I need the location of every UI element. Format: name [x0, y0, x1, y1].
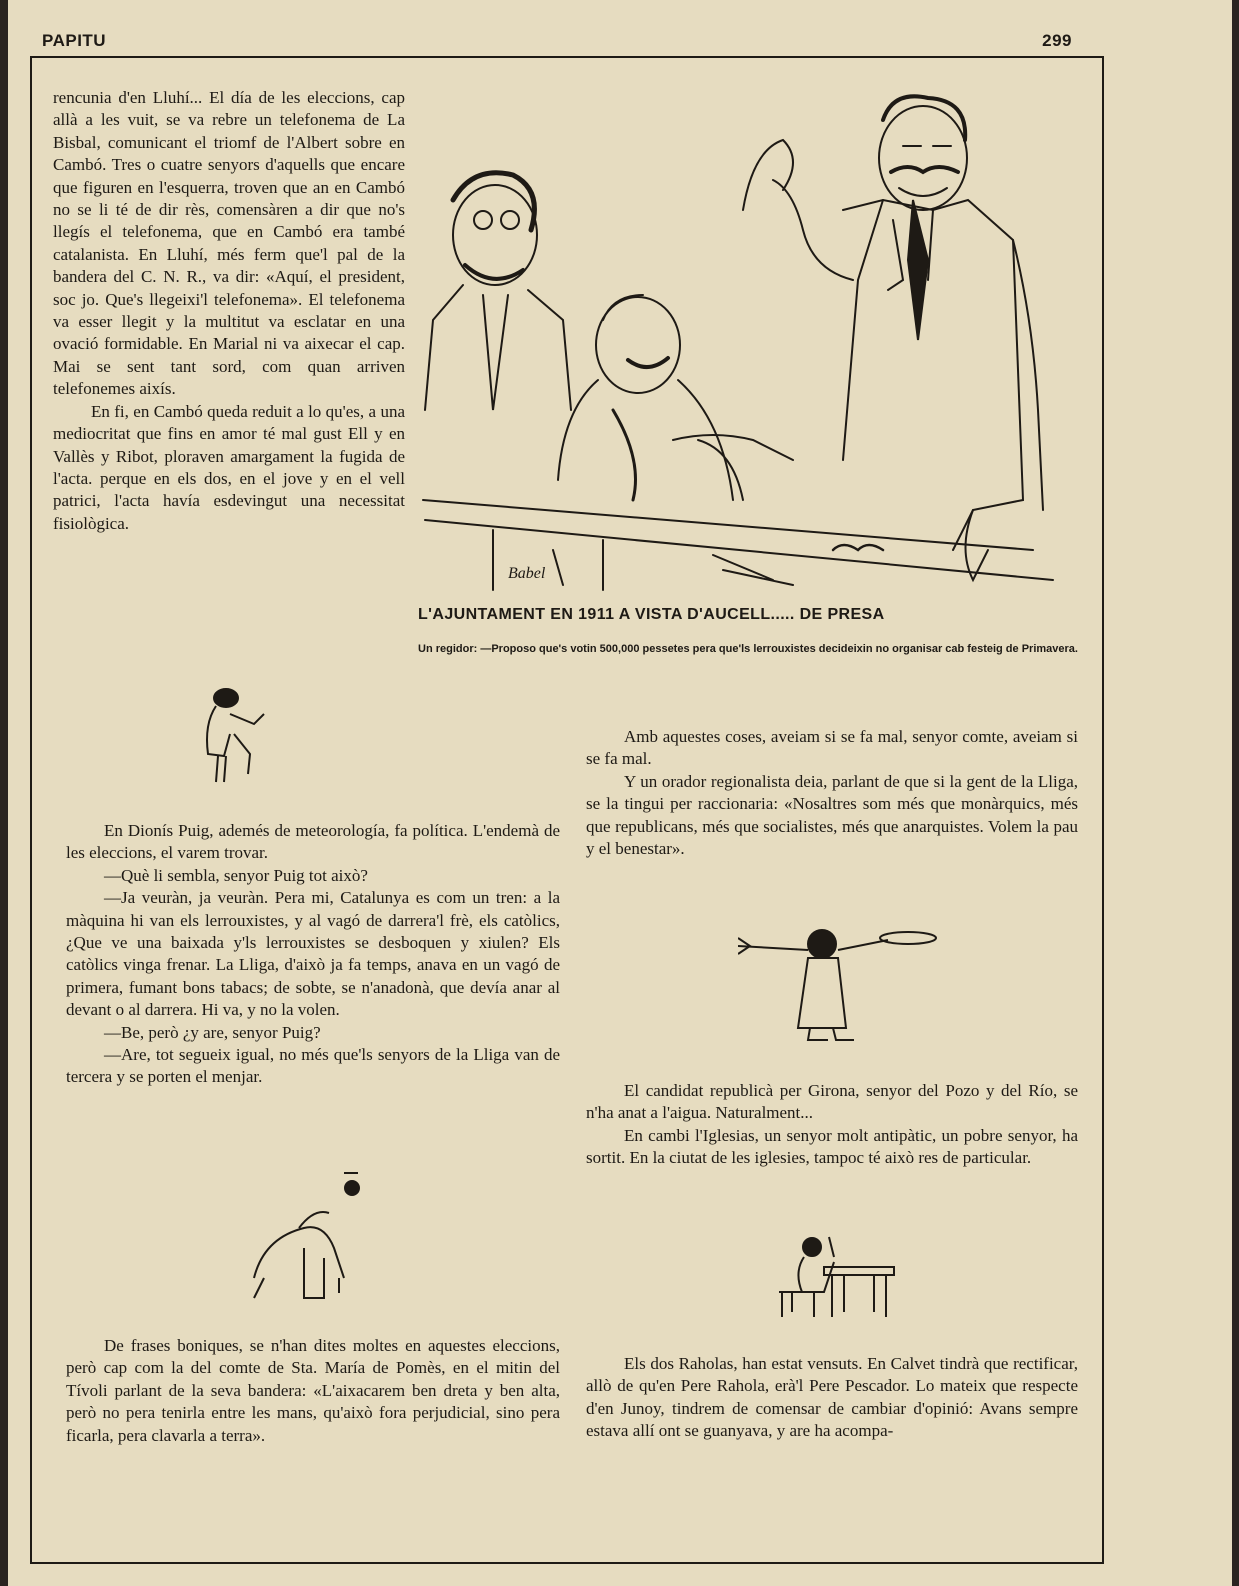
paragraph: rencunia d'en Lluhí... El día de les eleccions, cap allà a les vuit, se va rebre un telefonema de La Bisbal, comunicant el triomf de l'Albert sobre en Cambó. Tres o cuatre senyors d'aquells que encare que figuren en l'esquerra, troven que an en Cambó no se li té de dir rès, comensàren a dir que no's llegís el telefonema, que en Cambó era també catalanista. En Lluhí, més ferm que'l pal de la bandera del C. N. R., va dir: «Aquí, el president, soc jo. Que's llegeixi'l telefonema». El telefonema va esser llegit y la multitut va esclatar en una ovació formidable. En Marial ni va aixecar el cap. Mai se sent tant sord, com quan arriven telefonemes aixís. [53, 88, 405, 399]
paragraph: En fi, en Cambó queda reduit a lo qu'es, a una mediocritat que fins en amor té mal gust Ell y en Vallès y Ribot, ploraven amargament la fugida de l'acta. perque en els dos, en el jove y en el vell patrici, l'acta havía esdevingut una necessitat fisiològica. [53, 401, 405, 533]
man-with-raised-hat-icon [738, 918, 938, 1048]
article-column-bottom-left [66, 1335, 560, 1447]
walking-man-icon [194, 684, 274, 784]
paragraph: De frases boniques, se n'han dites moltes en aquestes eleccions, però cap com la del comte de Sta. María de Pomès, en el mitin del Tívoli parlant de la seva bandera: «L'aixacarem ben dreta y ben alta, però no pera tenirla entre les mans, qu'això fora perjudicial, sino pera ficarla, pera clavarla a terra». [66, 1336, 560, 1445]
left-man-drawing [425, 173, 571, 410]
standing-man-drawing [743, 96, 1043, 580]
man-writing-at-desk-icon [774, 1232, 904, 1322]
publication-title: PAPITU [42, 31, 107, 50]
paragraph: —Are, tot segueix igual, no més que'ls senyors de la Lliga van de tercera y se porten el menjar. [66, 1045, 560, 1087]
paragraph: Amb aquestes coses, aveiam si se fa mal, senyor comte, aveiam si se fa mal. [586, 727, 1078, 769]
artist-signature: Babel [508, 565, 546, 582]
cartoon-caption-text: Un regidor: —Proposo que's votin 500,000 pessetes pera que'ls lerrouxistes decideixin no organisar cab festeig de Primavera. [418, 643, 1078, 655]
paragraph: Els dos Raholas, han estat vensuts. En Calvet tindrà que rectificar, allò de qu'en Pere Rahola, erà'l Pere Pescador. Lo mateix que respecte d'en Junoy, tindrem de comensar de cambiar d'opinió: Avans sempre estava allí ont se guanyava, y are ha acompa- [586, 1354, 1078, 1441]
article-column-girona [586, 1080, 1078, 1170]
paragraph: Y un orador regionalista deia, parlant de que si la gent de la Lliga, se la tingui per raccionaria: «Nosaltres som més que monàrquics, més que republicans, més que socialistes, més que anarquistes. Volem la pau y el benestar». [586, 771, 1078, 859]
article-column-bottom-right [586, 1353, 1078, 1443]
paragraph: En cambi l'Iglesias, un senyor molt antipàtic, un pobre senyor, ha sortit. En la ciutat de les iglesies, tampoc té això res de particular. [586, 1125, 1078, 1168]
page-number: 299 [1042, 31, 1072, 50]
paragraph: El candidat republicà per Girona, senyor del Pozo y del Río, se n'ha anat a l'aigua. Naturalment... [586, 1081, 1078, 1123]
paragraph: —Què li sembla, senyor Puig tot això? [104, 865, 368, 885]
article-column-top-left [53, 87, 405, 535]
cartoon-caption-title: L'AJUNTAMENT EN 1911 A VISTA D'AUCELL..... DE PRESA [418, 606, 885, 623]
paragraph: En Dionís Puig, ademés de meteorología, fa política. L'endemà de les eleccions, el varem trovar. [66, 821, 560, 863]
article-column-middle-right [586, 726, 1078, 860]
hat-throwing-man-icon [244, 1168, 364, 1308]
paragraph: —Be, però ¿y are, senyor Puig? [104, 1022, 321, 1042]
paragraph: —Ja veuràn, ja veuràn. Pera mi, Catalunya es com un tren: a la màquina hi van els lerrouxistes, y al vagó de darrera'l frè, els catòlics, ¿Que ve una baixada y'ls lerrouxistes se desboquen y xiulen? Els catòlics vinga frenar. La Lliga, d'això ja fa temps, anava en un vagó de primera, fumant bons tabacs; de sobte, se n'anadonà, que devía anar al devant o al darrera. Hi va, y no la volen. [66, 888, 560, 1020]
article-column-middle-left [66, 820, 560, 1089]
newspaper-page [8, 0, 1232, 1586]
seated-man-drawing [558, 295, 793, 500]
cartoon-illustration [413, 80, 1083, 600]
